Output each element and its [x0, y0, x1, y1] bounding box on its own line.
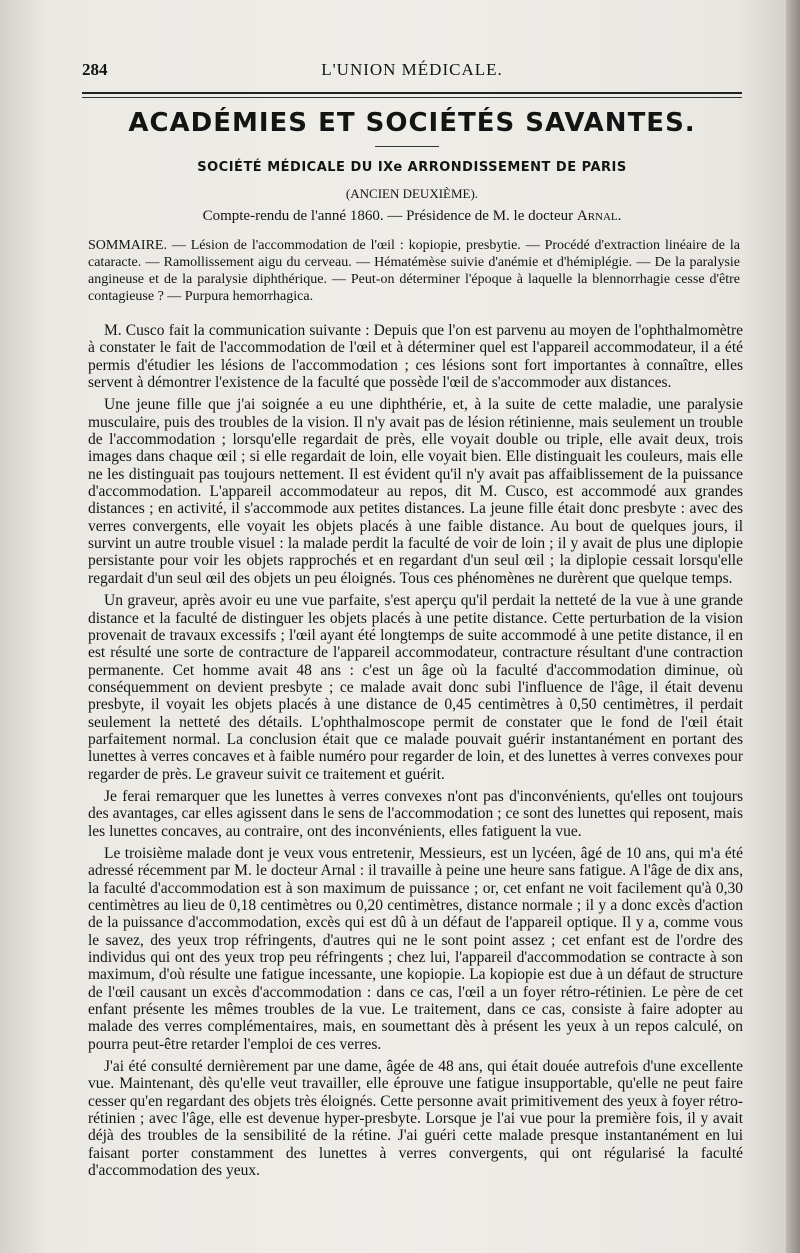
header-rule-thick: [82, 92, 742, 94]
report-line: [82, 208, 742, 225]
paragraph-3: Un graveur, après avoir eu une vue parfaite, s'est aperçu qu'il perdait la netteté de la vue à une grande distance et la faculté de distinguer les objets placés à une petite distance. Cette perturbation de la vision provenait de travaux excessifs ; l'œil ayant été longtemps de suite accommodé à une petite distance, il en est résulté une sorte de contracture de l'appareil accommodateur, contracture résultant d'une contraction permanente. Cet homme avait 48 ans : c'est un âge où la faculté d'accommodation diminue, où conséquemment on devient presbyte ; ce malade avait donc subi l'influence de l'âge, il était devenu presbyte, il voyait les objets placés à une distance de 0,45 centimètres à 0,50 centimètres, il perdait seulement la netteté des détails. L'ophthalmoscope permit de constater que le fond de l'œil était parfaitement normal. La conclusion était que ce malade pouvait guérir instantanément en portant des lunettes à verres concaves et à faible numéro pour regarder de loin, et des lunettes à verres convexes pour regarder de près. Le graveur suivit ce traitement et guérit.: [88, 592, 743, 783]
summary-label: SOMMAIRE.: [88, 238, 167, 253]
paragraph-4: Je ferai remarquer que les lunettes à verres convexes n'ont pas d'inconvénients, qu'elles ont toujours des avantages, car elles agissent dans le sens de l'accommodation ; ce sont des lunettes qui reposent, mais les lunettes concaves, au contraire, ont des inconvénients, elles fatiguent la vue.: [88, 787, 743, 840]
paragraph-2: Une jeune fille que j'ai soignée a eu une diphthérie, et, à la suite de cette maladie, une paralysie musculaire, puis des troubles de la vision. Il n'y avait pas de lésion rétinienne, mais seulement un trouble de l'accommodation ; lorsqu'elle regardait de près, elle voyait double ou triple, elle avait deux, trois images dans chaque œil ; si elle regardait de loin, elle voyait bien. Elle distinguait les couleurs, mais elle ne les distinguait pas toujours nettement. Il est évident qu'il n'y avait pas affaiblissement de la puissance d'accommodation. L'appareil accommodateur au repos, dit M. Cusco, est accommodé aux grandes distances ; en activité, il s'accommode aux petites distances. La jeune fille était donc presbyte : avec des verres convergents, elle voyait les objets placés à une faible distance. Au bout de quelques jours, il survint un autre trouble visuel : la malade perdit la faculté de voir de loin ; il y avait de plus une diplopie persistante pour voir les objets rapprochés et en regardant d'un seul œil ; la diplopie cessait lorsqu'elle regardait d'un seul œil des objets un peu éloignés. Tous ces phénomènes ne durèrent que quelque temps.: [88, 396, 743, 587]
running-header: [82, 60, 742, 86]
page-number: 284: [82, 60, 108, 79]
paragraph-1: M. Cusco fait la communication suivante : Depuis que l'on est parvenu au moyen de l'ophthalmomètre à constater le fait de l'accommodation de l'œil et à déterminer quel est l'appareil accommodateur, il a été permis d'étudier les lésions de l'accommodation ; ces lésions sont fort importantes à connaître, elles servent à démontrer l'existence de la faculté que possède l'œil de s'accommoder aux distances.: [88, 322, 743, 392]
paragraph-6: J'ai été consulté dernièrement par une dame, âgée de 48 ans, qui était douée autrefois d'une excellente vue. Maintenant, dès qu'elle veut travailler, elle éprouve une fatigue insupportable, qu'elle ne peut faire cesser qu'en regardant des objets très éloignés. Cette personne avait primitivement des yeux à foyer rétro-rétinien ; avec l'âge, elle est devenue hyper-presbyte. Lorsque je l'ai vue pour la première fois, il y avait déjà des troubles de la sensibilité de la rétine. J'ai guéri cette malade presque instantanément en lui faisant porter constamment des lunettes à verres convergents, qui ont régularisé la faculté d'accommodation des yeux.: [88, 1058, 743, 1180]
report-text: Compte-rendu de l'anné 1860. — Présidence de M. le docteur: [202, 208, 574, 224]
header-rule-thin: [82, 97, 742, 98]
president-name: Arnal.: [576, 208, 622, 224]
society-former-name: (ANCIEN DEUXIÈME).: [345, 186, 479, 201]
title-divider: [375, 146, 439, 147]
paragraph-5: Le troisième malade dont je veux vous entretenir, Messieurs, est un lycéen, âgé de 10 ans, qui m'a été adressé récemment par M. le docteur Arnal : il travaille à peine une heure sans fatigue. A l'âge de dix ans, la faculté d'accommodation est à son maximum de puissance ; or, cet enfant ne voit facilement qu'à 0,30 centimètres au lieu de 0,18 centimètres ou 0,20 centimètres, distance normale ; il y a donc excès d'action de la puissance d'accommodation, excès qui est dû à un défaut de l'appareil optique. Il y a, comme vous le savez, des yeux trop réfringents, d'autres qui ne le sont point assez ; cet enfant est de l'ordre des individus qui ont des yeux trop peu réfringents ; chez lui, l'appareil d'accommodation se contracte à son maximum, d'où résulte une fatigue incessante, une kopiopie. La kopiopie est due à un défaut de structure de l'œil causant un excès d'accommodation : dans ce cas, l'œil a un foyer rétro-rétinien. Le père de cet enfant présente les mêmes troubles de la vue. Le traitement, dans ce cas, consiste à faire adopter au malade des verres complémentaires, mais, en soumettant dès à présent les yeux à un repos calculé, on pourra peut-être retarder l'emploi de ces verres.: [88, 844, 743, 1053]
society-name: SOCIÉTÉ MÉDICALE DU IXe ARRONDISSEMENT DE PARIS: [197, 160, 627, 175]
section-title: ACADÉMIES ET SOCIÉTÉS SAVANTES.: [128, 108, 696, 138]
summary-text: — Lésion de l'accommodation de l'œil : kopiopie, presbytie. — Procédé d'extraction linéaire de la cataracte. — Ramollissement aigu du cerveau. — Hématémèse suivie d'anémie et d'hémiplégie. — De la paralysie angineuse et de la paralysie diphthérique. — Peut-on déterminer l'époque à laquelle la blennorrhagie cesse d'être contagieuse ? — Purpura hemorrhagica.: [88, 238, 741, 304]
journal-title: L'UNION MÉDICALE.: [321, 60, 503, 79]
summary: [88, 237, 740, 305]
article-body: [88, 322, 743, 1180]
book-spine-shadow: [786, 0, 800, 1253]
